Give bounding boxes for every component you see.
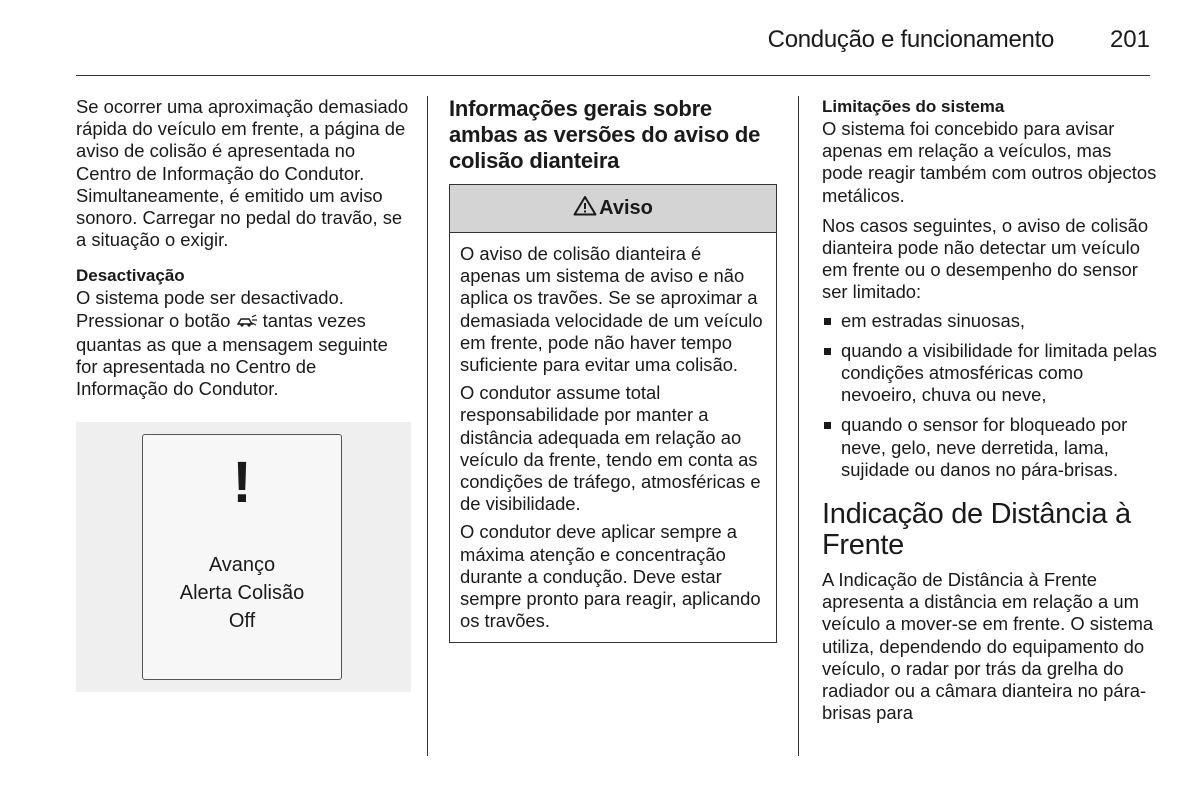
display-figure [76, 422, 411, 692]
warning-box-body [450, 233, 776, 642]
column-divider [798, 96, 799, 756]
column-divider [427, 96, 428, 756]
list-item: quando o sensor for bloqueado por neve, gelo, neve derretida, lama, sujidade ou danos no pára-brisas. [822, 414, 1157, 481]
limitations-list [822, 310, 1157, 481]
page-number: 201 [1109, 26, 1150, 53]
list-item: quando a visibilidade for limitada pelas condições atmosféricas como nevoeiro, chuva ou neve, [822, 340, 1157, 407]
warning-paragraph: O aviso de colisão dianteira é apenas um sistema de aviso e não aplica os travões. Se se aproximar a demasiada velocidade de um veículo em frente, pode não haver tempo suficiente para evitar uma colisão. [460, 243, 763, 376]
list-item: em estradas sinuosas, [822, 310, 1157, 332]
warning-paragraph: O condutor deve aplicar sempre a máxima atenção e concentração durante a condução. Deve estar sempre pronto para reagir, aplicando os travões. [460, 521, 761, 632]
section-heading-distance-indication: Indicação de Distância à Frente [822, 498, 1131, 562]
page-header-title: Condução e funcionamento [767, 26, 1054, 53]
paragraph-deactivation [76, 287, 411, 400]
subheading-system-limitations: Limitações do sistema [822, 97, 1005, 116]
warning-triangle-icon [573, 195, 597, 221]
display-line: Off [228, 610, 256, 633]
subheading-deactivation: Desactivação [76, 266, 185, 286]
header-rule [76, 75, 1150, 76]
warning-box [449, 184, 777, 643]
display-line: Alerta Colisão [179, 582, 305, 605]
paragraph-deactivation-start: O sistema pode ser desactivado. Pressionar o botão [76, 287, 344, 331]
paragraph-limitations-intro: Nos casos seguintes, o aviso de colisão dianteira pode não detectar um veículo em frente ou o desempenho do sensor ser limitado: [822, 214, 1149, 303]
paragraph-system-design: O sistema foi concebido para avisar apenas em relação a veículos, mas pode reagir também com outros objectos metálicos. [822, 118, 1157, 206]
column-right [822, 96, 1157, 724]
driver-info-display [142, 434, 342, 680]
column-left [76, 96, 411, 692]
display-message [143, 551, 341, 635]
paragraph-deactivation-end: tantas vezes quantas as que a mensagem seguinte for apresentada no Centro de Informação do Condutor. [76, 309, 388, 400]
warning-title: Aviso [599, 197, 653, 220]
deactivation-section [76, 265, 411, 400]
paragraph-distance-indication: A Indicação de Distância à Frente apresenta a distância em relação a um veículo a mover-se em frente. O sistema utiliza, dependendo do equipamento do veículo, o radar por trás da grelha do radiador ou a câmara dianteira no pára-brisas para [822, 569, 1154, 724]
exclamation-icon: ! [232, 450, 252, 516]
warning-box-header [450, 185, 776, 233]
section-heading-general-info: Informações gerais sobre ambas as versões do aviso de colisão dianteira [449, 96, 761, 173]
column-middle [449, 96, 777, 643]
vehicle-ahead-icon [236, 312, 258, 334]
display-line: Avanço [208, 554, 276, 577]
paragraph-collision-warning: Se ocorrer uma aproximação demasiado rápida do veículo em frente, a página de aviso de colisão é apresentada no Centro de Informação do Condutor. Simultaneamente, é emitido um aviso sonoro. Carregar no pedal do travão, se a situação o exigir. [76, 96, 409, 251]
warning-paragraph: O condutor assume total responsabilidade por manter a distância adequada em relação ao veículo da frente, tendo em conta as condições de tráfego, atmosféricas e de visibilidade. [460, 382, 761, 515]
